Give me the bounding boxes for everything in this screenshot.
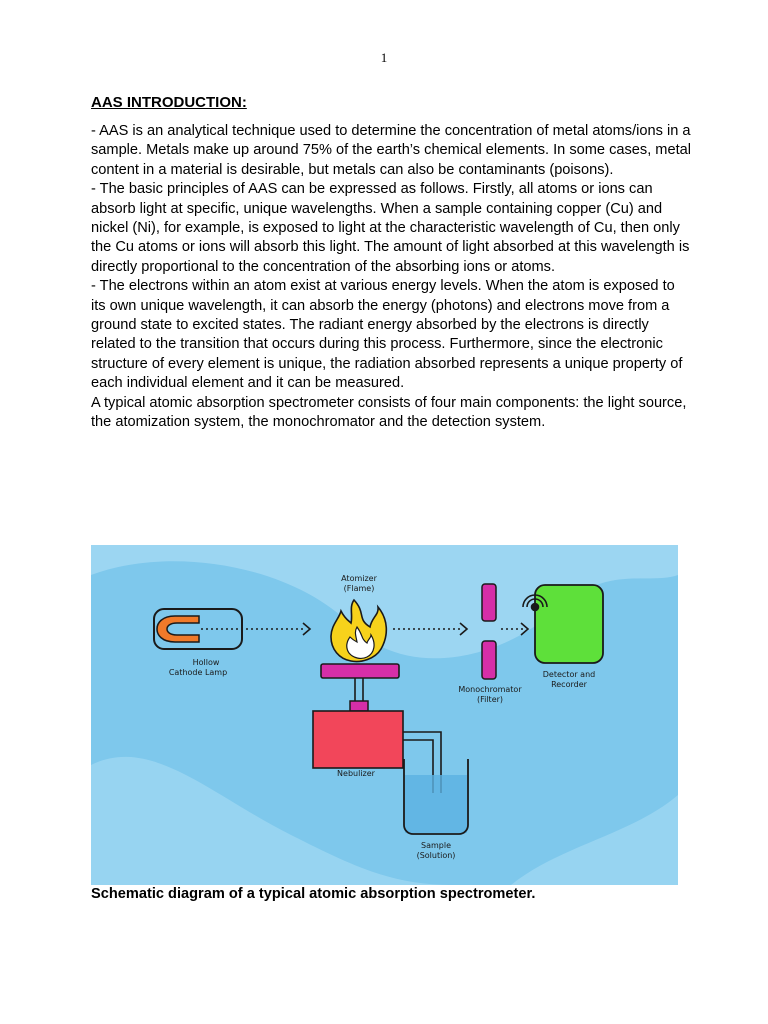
lamp-label-line1: Hollow [192,658,220,667]
aas-schematic-figure [91,545,678,885]
paragraph: - The electrons within an atom exist at various energy levels. When the atom is exposed to its own unique wavelength, it can absorb the energy (photons) and electrons move from a ground state to excited states. The radiant energy absorbed by the electrons is directly related to the transition that occurs during this process. Furthermore, since the electronic structure of every element is unique, the radiation absorbed represents a unique property of each individual element and it can be measured. [91,278,683,392]
monochromator-slit-bottom [482,641,496,679]
paragraph: - AAS is an analytical technique used to determine the concentration of metal atoms/ions in a sample. Metals make up around 75% of the earth’s chemical elements. In some cases, metal content in a material is desirable, but metals can also be contaminants (poisons). [91,123,691,178]
paragraph: A typical atomic absorption spectrometer consists of four main components: the light source, the atomization system, the monochromator and the detection system. [91,394,687,431]
atomizer-sub-label: (Flame) [343,584,375,593]
sample-sub-label: (Solution) [416,851,456,860]
burner-head [321,664,399,678]
body-text [91,122,691,433]
detector-box [535,585,603,663]
burner-connector [350,701,368,711]
figure-caption: Schematic diagram of a typical atomic absorption spectrometer. [91,886,536,902]
section-heading: AAS INTRODUCTION: [91,94,247,111]
detector-label-line2: Recorder [551,680,587,689]
lamp-label-line2: Cathode Lamp [168,668,228,677]
aas-schematic-diagram [91,545,678,885]
monochromator-sub-label: (Filter) [476,695,504,704]
sample-label: Sample [421,841,451,850]
nebulizer-label: Nebulizer [337,769,375,778]
atomizer-label: Atomizer [341,574,377,583]
monochromator-slit-top [482,584,496,621]
monochromator-label: Monochromator [458,685,522,694]
nebulizer-box [313,711,403,768]
detector-label-line1: Detector and [542,670,596,679]
paragraph: - The basic principles of AAS can be expressed as follows. Firstly, all atoms or ions can absorb light at specific, unique wavelengths. When a sample containing copper (Cu) and nickel (Ni), for example, is exposed to light at the characteristic wavelength of Cu, then only the Cu atoms or ions will absorb this light. The amount of light absorbed at this wavelength is directly proportional to the concentration of the absorbing ions or atoms. [91,181,690,275]
page-number: 1 [380,50,388,65]
